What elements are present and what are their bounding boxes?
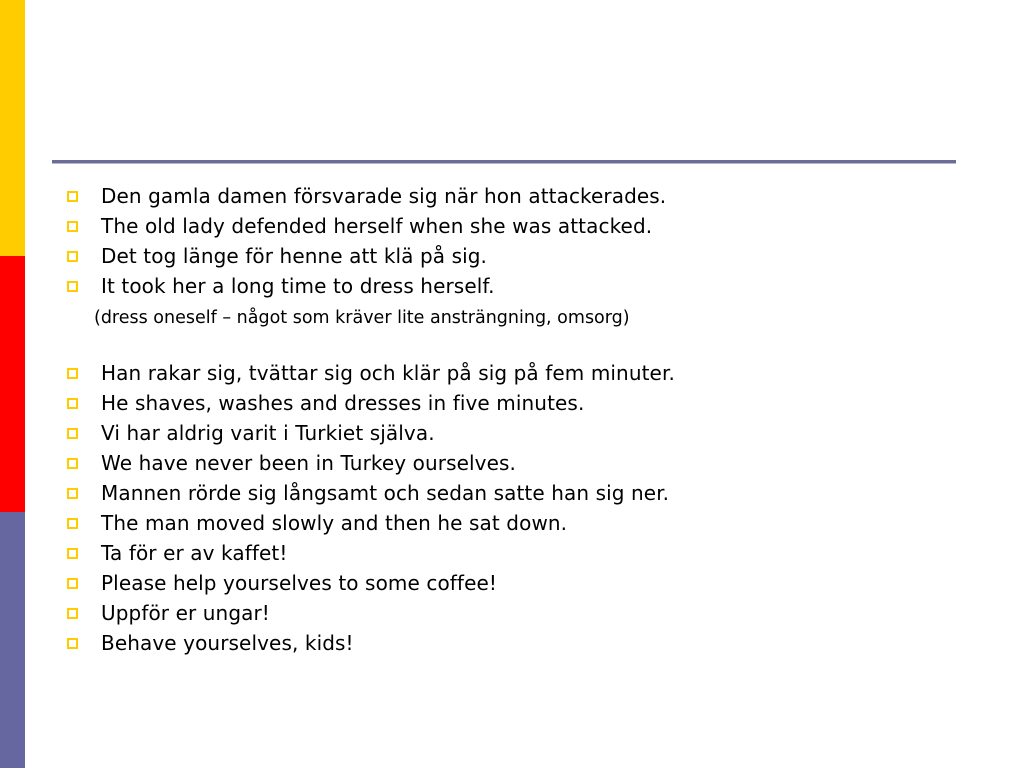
- list-item: [64, 568, 497, 598]
- list-item-text: It took her a long time to dress herself.: [101, 274, 495, 298]
- square-bullet-icon: [67, 548, 78, 559]
- list-item: [64, 478, 669, 508]
- side-bar-yellow-segment: [0, 0, 25, 256]
- list-item: [64, 358, 675, 388]
- list-item: [64, 388, 584, 418]
- list-item: [64, 538, 287, 568]
- list-item-text: The old lady defended herself when she was attacked.: [101, 214, 653, 238]
- side-bar-red-segment: [0, 256, 25, 512]
- side-color-bar: [0, 0, 25, 768]
- square-bullet-icon: [67, 488, 78, 499]
- side-bar-purple-segment: [0, 512, 25, 768]
- list-item-text: Behave yourselves, kids!: [101, 631, 354, 655]
- square-bullet-icon: [67, 368, 78, 379]
- list-item: [64, 271, 495, 301]
- list-item: [64, 418, 435, 448]
- list-item: [64, 448, 516, 478]
- title-divider: [52, 160, 956, 164]
- square-bullet-icon: [67, 281, 78, 292]
- list-item: [64, 211, 652, 241]
- list-item-text: Ta för er av kaffet!: [101, 541, 288, 565]
- list-item-text: Uppför er ungar!: [101, 601, 270, 625]
- list-item-text: Han rakar sig, tvättar sig och klär på sig på fem minuter.: [101, 361, 675, 385]
- list-item-text: We have never been in Turkey ourselves.: [101, 451, 517, 475]
- list-item: [64, 181, 666, 211]
- list-item: [64, 598, 270, 628]
- list-item-text: Mannen rörde sig långsamt och sedan satte han sig ner.: [101, 481, 670, 505]
- list-item-text: Please help yourselves to some coffee!: [101, 571, 497, 595]
- square-bullet-icon: [67, 578, 78, 589]
- list-item-text: He shaves, washes and dresses in five minutes.: [101, 391, 585, 415]
- square-bullet-icon: [67, 398, 78, 409]
- list-item-text: Det tog länge för henne att klä på sig.: [101, 244, 488, 268]
- list-item: [64, 508, 567, 538]
- square-bullet-icon: [67, 428, 78, 439]
- list-item: [64, 241, 487, 271]
- square-bullet-icon: [67, 221, 78, 232]
- list-item-text: Den gamla damen försvarade sig när hon attackerades.: [101, 184, 667, 208]
- square-bullet-icon: [67, 608, 78, 619]
- list-item-text: Vi har aldrig varit i Turkiet själva.: [101, 421, 435, 445]
- square-bullet-icon: [67, 458, 78, 469]
- explanatory-note: (dress oneself – något som kräver lite ansträngning, omsorg): [94, 308, 630, 328]
- square-bullet-icon: [67, 191, 78, 202]
- square-bullet-icon: [67, 251, 78, 262]
- list-item: [64, 628, 354, 658]
- square-bullet-icon: [67, 518, 78, 529]
- square-bullet-icon: [67, 638, 78, 649]
- list-item-text: The man moved slowly and then he sat down.: [101, 511, 568, 535]
